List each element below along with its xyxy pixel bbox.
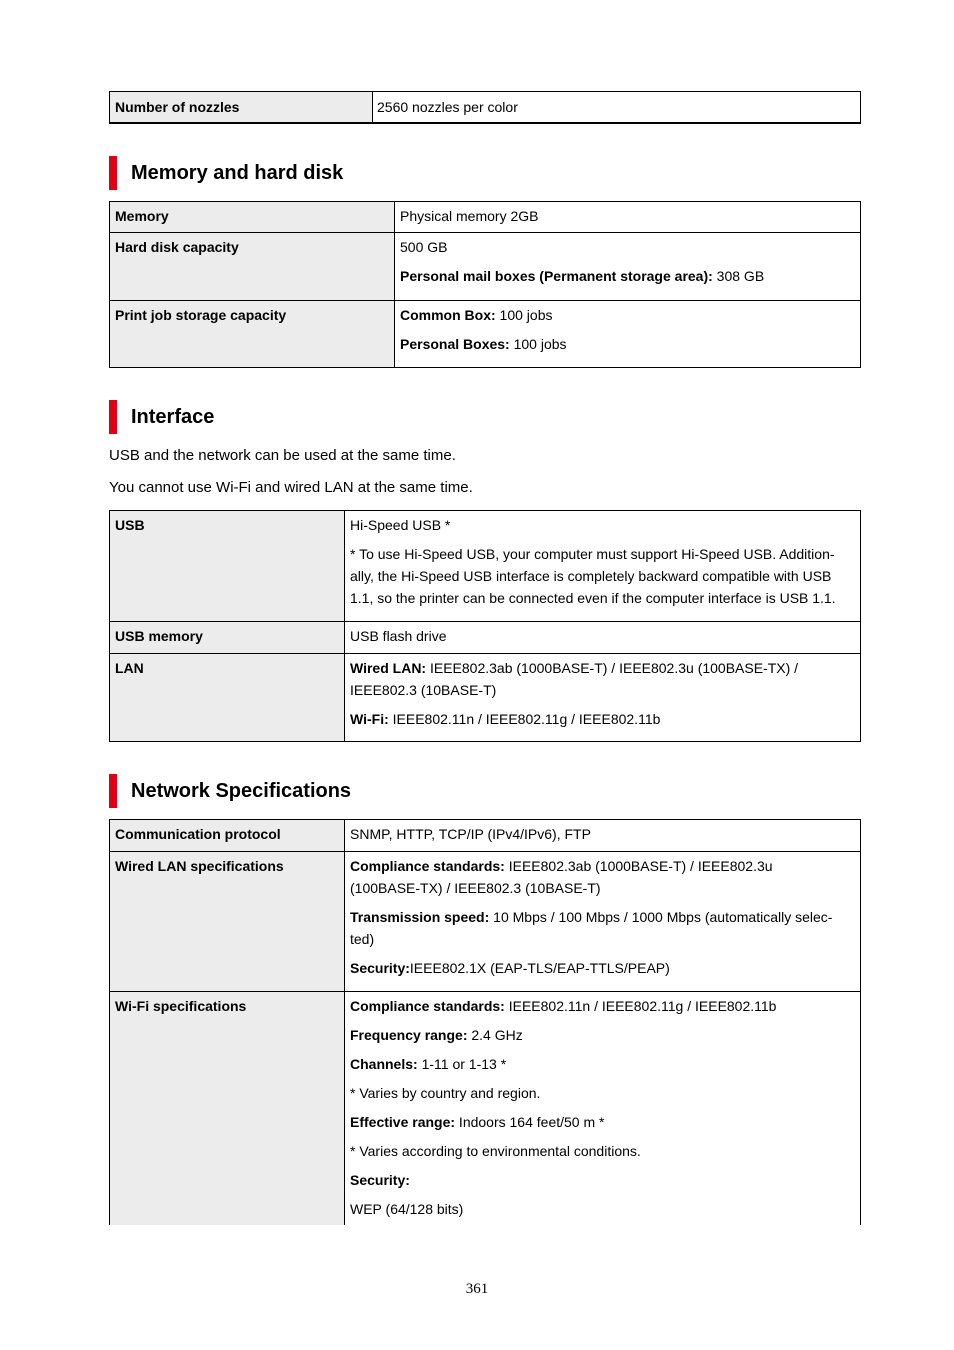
table-row	[110, 852, 861, 992]
table-row	[110, 202, 861, 233]
table-row	[110, 301, 861, 368]
section-marker	[109, 774, 117, 808]
hdd-value: 500 GB	[400, 239, 448, 255]
nozzles-table	[109, 91, 861, 124]
common-box-label: Common Box:	[400, 307, 496, 323]
personal-box-value: 100 jobs	[509, 336, 567, 352]
usb-memory-label: USB memory	[110, 622, 345, 654]
protocol-value: SNMP, HTTP, TCP/IP (IPv4/IPv6), FTP	[345, 820, 861, 852]
usb-value-cell	[345, 511, 861, 622]
protocol-label: Communication protocol	[110, 820, 345, 852]
storage-label: Print job storage capacity	[110, 301, 395, 368]
memory-table	[109, 201, 861, 368]
table-row	[110, 654, 861, 742]
lan-label: LAN	[110, 654, 345, 742]
interface-paragraph-2: You cannot use Wi-Fi and wired LAN at the same time.	[109, 479, 473, 496]
wired-spec-label: Wired LAN specifications	[110, 852, 345, 992]
usb-label: USB	[110, 511, 345, 622]
hdd-label: Hard disk capacity	[110, 233, 395, 301]
interface-paragraph-1: USB and the network can be used at the same time.	[109, 447, 456, 464]
table-row	[110, 820, 861, 852]
wired-spec-cell: Compliance standards: IEEE802.3ab (1000BASE-T) / IEEE802.3u (100BASE-TX) / IEEE802.3 (10BASE-T) Transmission speed: 10 Mbps / 100 Mbps / 1000 Mbps (automatically selec- ted) Security:IEEE802.1X (EAP-TLS/EAP-TTLS/PEAP)	[345, 852, 861, 992]
nozzles-value: 2560 nozzles per color	[373, 92, 861, 124]
network-table	[109, 819, 861, 1225]
wifi-spec-cell: Compliance standards: IEEE802.11n / IEEE802.11g / IEEE802.11b Frequency range: 2.4 GHz Channels: 1-11 or 1-13 * * Varies by country and region. Effective range: Indoors 164 feet/50 m * * Varies according to environmental conditions. Security: WEP (64/128 bits)	[345, 992, 861, 1226]
lan-value-cell	[345, 654, 861, 742]
usb-note: * To use Hi-Speed USB, your computer must support Hi-Speed USB. Addition- ally, the Hi-Speed USB interface is completely backward compatible with USB 1.1, so the printer can be connected even if the computer interface is USB 1.1.	[350, 546, 836, 606]
interface-table	[109, 510, 861, 742]
page-number: 361	[465, 1281, 489, 1297]
memory-value: Physical memory 2GB	[395, 202, 861, 233]
common-box-value: 100 jobs	[495, 307, 553, 323]
table-row	[110, 233, 861, 301]
section-marker	[109, 400, 117, 434]
storage-value-cell	[395, 301, 861, 368]
usb-value: Hi-Speed USB *	[350, 517, 451, 533]
table-row	[110, 511, 861, 622]
section-title: Interface	[131, 406, 215, 428]
table-row	[110, 992, 861, 1226]
wifi-line: Wi-Fi: IEEE802.11n / IEEE802.11g / IEEE802.11b	[350, 711, 661, 727]
wifi-spec-label: Wi-Fi specifications	[110, 992, 345, 1226]
section-marker	[109, 156, 117, 190]
nozzles-label: Number of nozzles	[110, 92, 373, 124]
personal-box-label: Personal Boxes:	[400, 336, 510, 352]
hdd-value-cell	[395, 233, 861, 301]
wired-lan-line: Wired LAN: IEEE802.3ab (1000BASE-T) / IEEE802.3u (100BASE-TX) / IEEE802.3 (10BASE-T)	[350, 660, 799, 698]
table-row	[110, 622, 861, 654]
section-title: Network Specifications	[131, 780, 352, 802]
section-title: Memory and hard disk	[131, 162, 344, 184]
memory-label: Memory	[110, 202, 395, 233]
table-row	[110, 92, 861, 124]
mailbox-value: 308 GB	[712, 268, 765, 284]
usb-memory-value: USB flash drive	[345, 622, 861, 654]
mailbox-label: Personal mail boxes (Permanent storage area):	[400, 268, 713, 284]
personal-box-line	[400, 333, 855, 355]
common-box-line	[400, 304, 855, 326]
mailbox-line	[400, 265, 855, 287]
